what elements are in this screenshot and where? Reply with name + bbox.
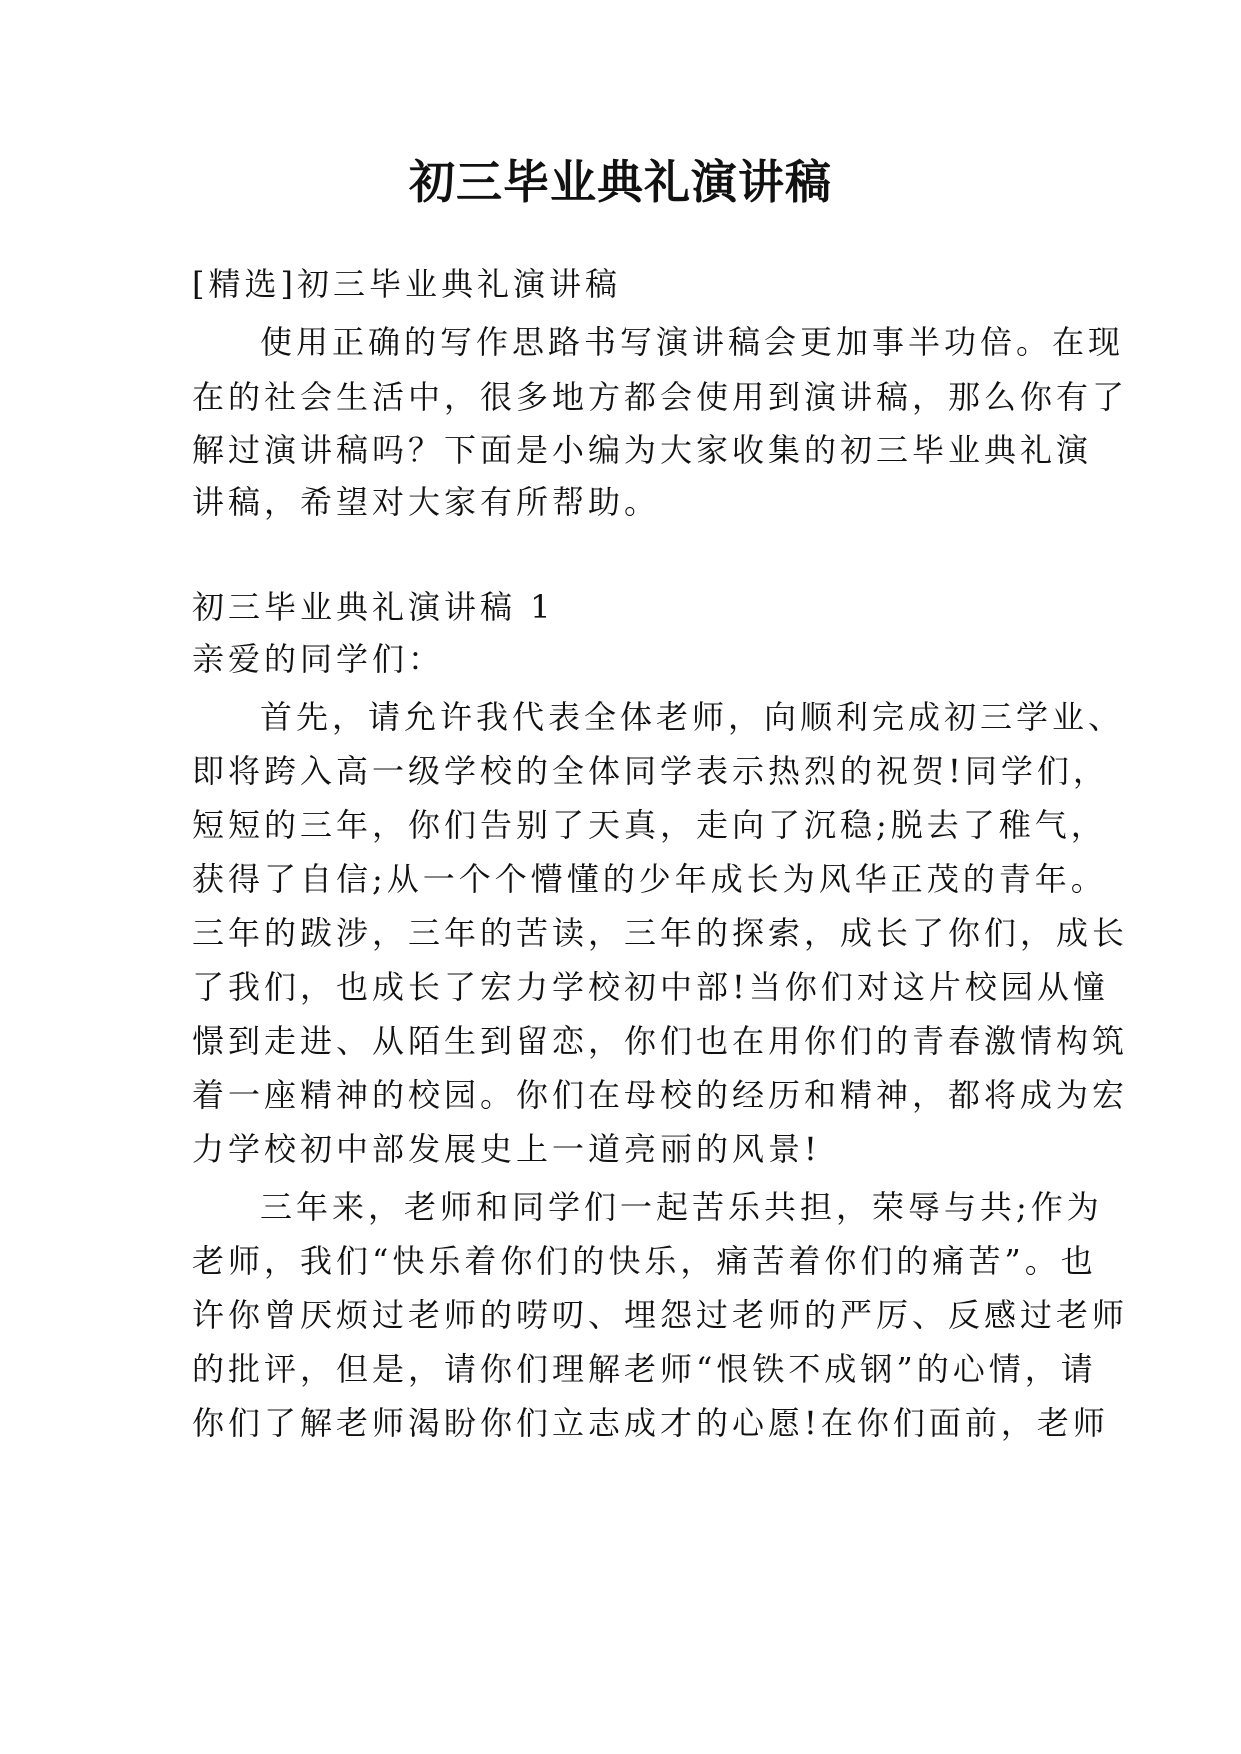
- paragraph-line: 三年的跋涉，三年的苦读，三年的探索，成长了你们，成长: [192, 914, 1129, 952]
- document-title: 初三毕业典礼演讲稿: [409, 155, 832, 209]
- tag-line: [精选]初三毕业典礼演讲稿: [192, 265, 621, 303]
- paragraph-line: 三年来，老师和同学们一起苦乐共担，荣辱与共;作为: [260, 1188, 1103, 1226]
- paragraph-line: 获得了自信;从一个个懵懂的少年成长为风华正茂的青年。: [192, 860, 1107, 898]
- paragraph-line: 的批评，但是，请你们理解老师“恨铁不成钢”的心情，请: [192, 1350, 1097, 1388]
- paragraph-line: 许你曾厌烦过老师的唠叨、埋怨过老师的严厉、反感过老师: [192, 1296, 1129, 1334]
- intro-line: 使用正确的写作思路书写演讲稿会更加事半功倍。在现: [260, 323, 1125, 361]
- section-heading: 初三毕业典礼演讲稿 1: [192, 588, 555, 626]
- paragraph-line: 即将跨入高一级学校的全体同学表示热烈的祝贺!同学们，: [192, 752, 1109, 790]
- paragraph-line: 着一座精神的校园。你们在母校的经历和精神，都将成为宏: [192, 1076, 1129, 1114]
- paragraph-line: 了我们，也成长了宏力学校初中部!当你们对这片校园从憧: [192, 968, 1109, 1006]
- paragraph-line: 憬到走进、从陌生到留恋，你们也在用你们的青春激情构筑: [192, 1022, 1129, 1060]
- paragraph-line: 力学校初中部发展史上一道亮丽的风景!: [192, 1130, 821, 1168]
- salutation: 亲爱的同学们：: [192, 640, 445, 678]
- intro-line: 讲稿，希望对大家有所帮助。: [192, 483, 661, 521]
- paragraph-line: 老师，我们“快乐着你们的快乐，痛苦着你们的痛苦”。也: [192, 1242, 1097, 1280]
- paragraph-line: 首先，请允许我代表全体老师，向顺利完成初三学业、: [260, 698, 1125, 736]
- intro-line: 解过演讲稿吗？下面是小编为大家收集的初三毕业典礼演: [192, 431, 1093, 469]
- paragraph-line: 你们了解老师渴盼你们立志成才的心愿!在你们面前，老师: [192, 1404, 1109, 1442]
- paragraph-line: 短短的三年，你们告别了天真，走向了沉稳;脱去了稚气，: [192, 806, 1107, 844]
- intro-line: 在的社会生活中，很多地方都会使用到演讲稿，那么你有了: [192, 378, 1129, 416]
